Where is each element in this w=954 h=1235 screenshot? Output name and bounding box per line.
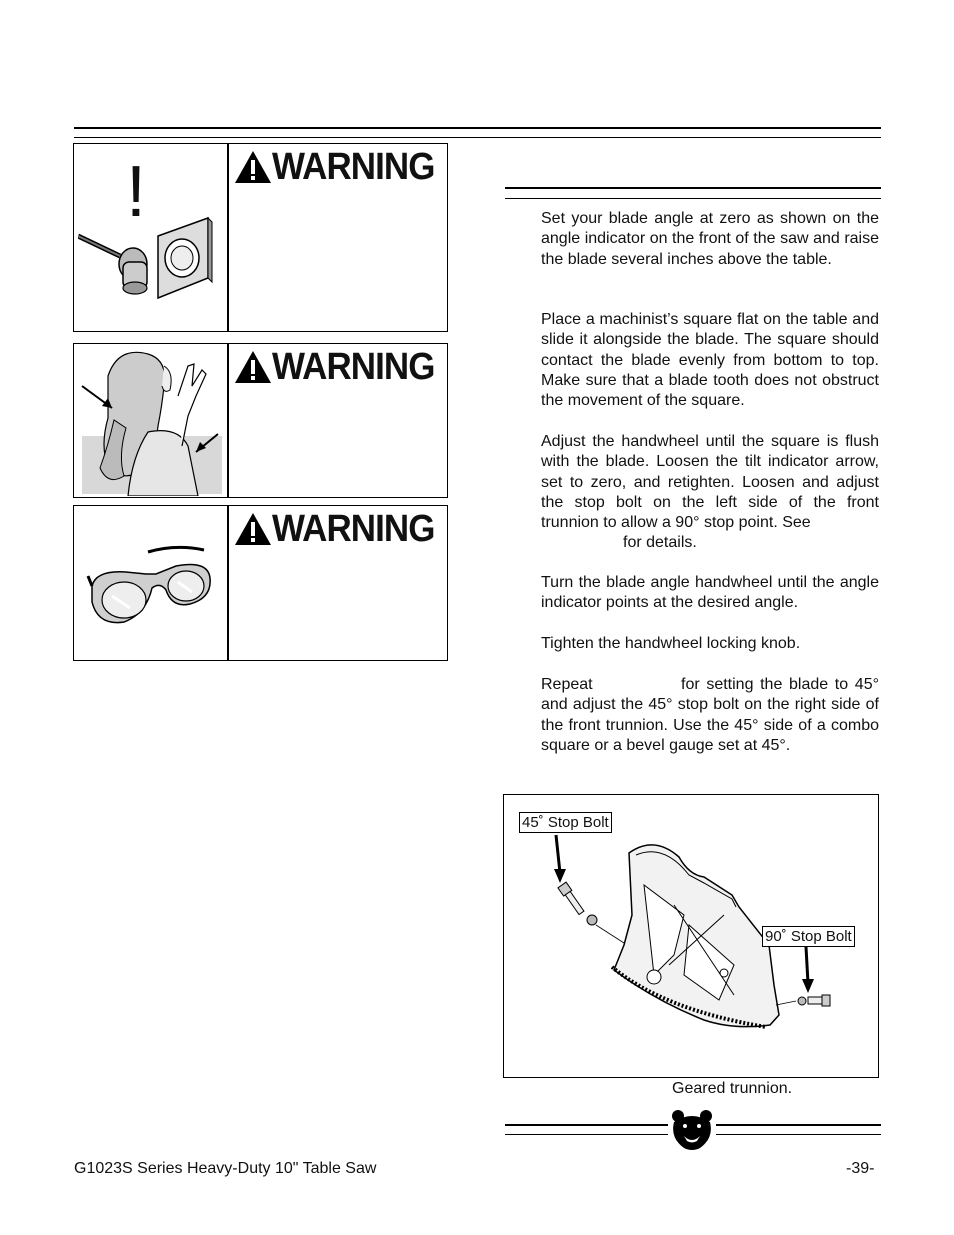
warning-box-hair	[73, 343, 448, 498]
warning-box-eye-protection	[73, 505, 448, 661]
section-rule-thin	[505, 198, 881, 199]
bear-logo-icon	[670, 1108, 714, 1152]
procedure-step-6: for setting the blade to 45° and adjust the 45° stop bolt on the right side of the front trunnion. Use the 45° side of a combo square or a bevel gauge set at 45°.	[541, 676, 879, 754]
figure-caption: Geared trunnion.	[672, 1080, 793, 1097]
procedure-step-4: Turn the blade angle handwheel until the angle indicator points at the desired angle.	[541, 574, 879, 612]
long-hair-person-icon	[78, 346, 224, 496]
procedure-step-6-lead: Repeat	[541, 676, 593, 693]
safety-glasses-icon	[86, 542, 216, 642]
procedure-step-3-continued: for details.	[623, 534, 697, 551]
callout-45-stop-bolt: 45˚ Stop Bolt	[519, 812, 612, 833]
warning-triangle-icon	[234, 150, 272, 184]
warning-box-electrical	[73, 143, 448, 332]
footer-rule-left-top	[505, 1124, 668, 1126]
footer-rule-right-bottom	[716, 1134, 881, 1135]
warning-label: WARNING	[272, 508, 435, 550]
warning-triangle-icon	[234, 350, 272, 384]
footer-title: G1023S Series Heavy-Duty 10" Table Saw	[74, 1160, 377, 1177]
exclamation-mark-icon: !	[126, 152, 147, 232]
page-number: -39-	[846, 1160, 875, 1177]
warning-triangle-icon	[234, 512, 272, 546]
warning-header	[234, 348, 449, 386]
figure-geared-trunnion	[503, 794, 879, 1078]
procedure-step-3: Adjust the handwheel until the square is flush with the blade. Loosen the tilt indicator arrow, set to zero, and retighten. Loosen and adjust the stop bolt on the left side of the front trunnion to allow a 90° stop point. See	[541, 433, 879, 532]
warning-label: WARNING	[272, 146, 435, 188]
procedure-step-5: Tighten the handwheel locking knob.	[541, 635, 801, 652]
warning-header	[234, 510, 449, 548]
warning-header	[234, 148, 449, 186]
callout-90-stop-bolt: 90˚ Stop Bolt	[762, 926, 855, 947]
footer-rule-right-top	[716, 1124, 881, 1126]
plug-and-outlet-icon	[78, 216, 218, 326]
procedure-step-2: Place a machinist’s square flat on the table and slide it alongside the blade. The square should contact the blade evenly from bottom to top. Make sure that a blade tooth does not obstruct the movement of the square.	[541, 311, 879, 410]
header-rule-top	[74, 127, 881, 129]
section-rule	[505, 187, 881, 189]
footer-rule-left-bottom	[505, 1134, 668, 1135]
procedure-step-1: Set your blade angle at zero as shown on the angle indicator on the front of the saw and raise the blade several inches above the table.	[541, 210, 879, 268]
warning-label: WARNING	[272, 346, 435, 388]
header-rule-bottom	[74, 137, 881, 138]
